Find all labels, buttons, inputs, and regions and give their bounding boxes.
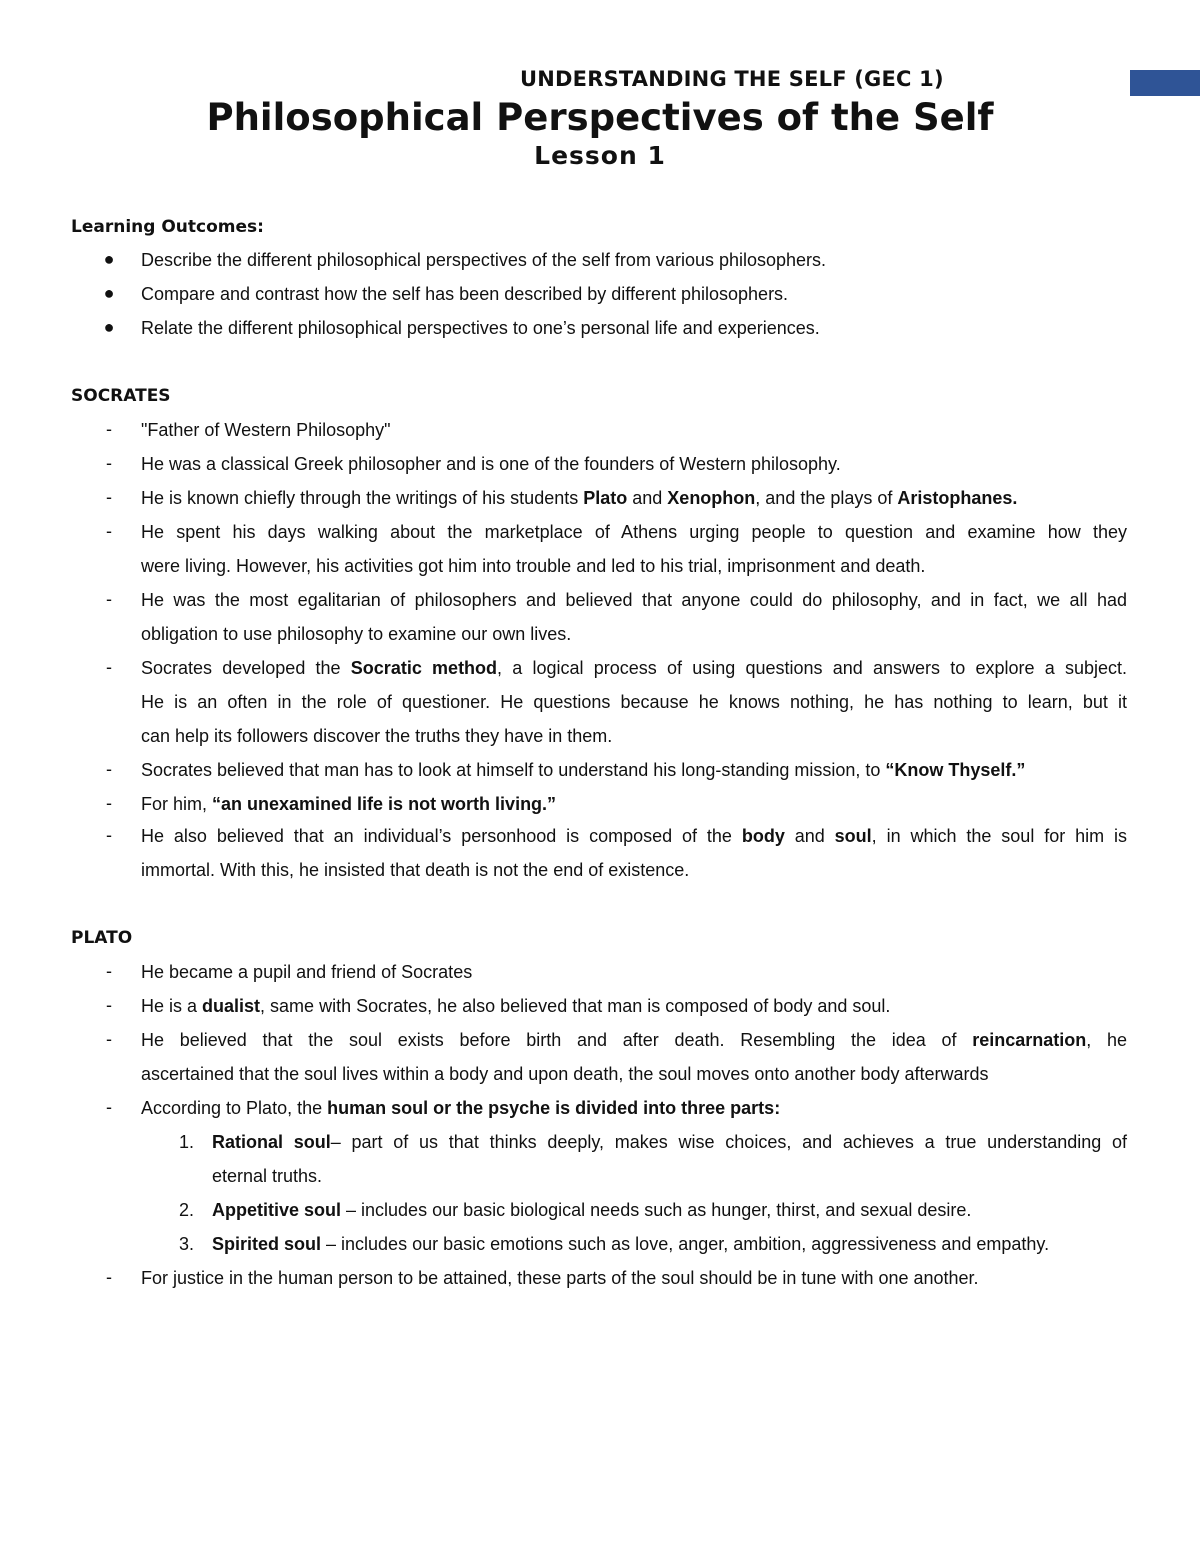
- list-number: 3.: [178, 1234, 194, 1254]
- plato-point: He is a dualist, same with Socrates, he also believed that man is composed of body and soul.: [141, 996, 891, 1016]
- socrates-point: He was the most egalitarian of philosophers and believed that anyone could do philosophy, and in fact, we all had: [141, 590, 1127, 610]
- course-title: UNDERSTANDING THE SELF (GEC 1): [520, 67, 944, 91]
- bullet-dash-icon: -: [106, 759, 112, 779]
- soul-part: Rational soul– part of us that thinks deeply, makes wise choices, and achieves a true understanding of: [212, 1132, 1128, 1152]
- list-number: 2.: [178, 1200, 194, 1220]
- outcomes-heading: Learning Outcomes:: [71, 217, 264, 237]
- page-title: Philosophical Perspectives of the Self: [206, 96, 994, 139]
- socrates-point: Socrates believed that man has to look at himself to understand his long-standing mission, to “Know Thyself.”: [141, 760, 1026, 780]
- socrates-point-cont: were living. However, his activities got him into trouble and led to his trial, imprisonment and death.: [141, 556, 926, 576]
- outcome-item: Relate the different philosophical perspectives to one’s personal life and experiences.: [141, 318, 820, 338]
- soul-part-cont: eternal truths.: [212, 1166, 323, 1186]
- bullet-dash-icon: -: [106, 453, 112, 473]
- bullet-dash-icon: -: [106, 1267, 112, 1287]
- soul-part: Spirited soul – includes our basic emotions such as love, anger, ambition, aggressiveness and empathy.: [212, 1234, 1050, 1254]
- socrates-point-cont: obligation to use philosophy to examine our own lives.: [141, 624, 572, 644]
- bullet-dash-icon: -: [106, 589, 112, 609]
- bullet-dash-icon: -: [106, 419, 112, 439]
- socrates-point-cont: He is an often in the role of questioner. He questions because he knows nothing, he has nothing to learn, but it: [141, 692, 1127, 712]
- socrates-heading: SOCRATES: [71, 386, 171, 406]
- plato-point: According to Plato, the human soul or the psyche is divided into three parts:: [141, 1098, 781, 1118]
- outcome-item: Compare and contrast how the self has been described by different philosophers.: [141, 284, 789, 304]
- list-number: 1.: [178, 1132, 194, 1152]
- bullet-dash-icon: -: [106, 825, 112, 845]
- outcome-item: Describe the different philosophical perspectives of the self from various philosophers.: [141, 250, 827, 270]
- bullet-dot-icon: ●: [103, 317, 115, 337]
- bullet-dash-icon: -: [106, 1029, 112, 1049]
- bullet-dash-icon: -: [106, 995, 112, 1015]
- socrates-point: Socrates developed the Socratic method, a logical process of using questions and answers to explore a subject.: [141, 658, 1127, 678]
- bullet-dot-icon: ●: [103, 283, 115, 303]
- plato-point: He became a pupil and friend of Socrates: [141, 962, 473, 982]
- socrates-point: He also believed that an individual’s personhood is composed of the body and soul, in which the soul for him is: [141, 826, 1127, 846]
- socrates-point: He is known chiefly through the writings of his students Plato and Xenophon, and the plays of Aristophanes.: [141, 488, 1018, 508]
- socrates-point: "Father of Western Philosophy": [141, 420, 391, 440]
- bullet-dash-icon: -: [106, 657, 112, 677]
- bullet-dash-icon: -: [106, 1097, 112, 1117]
- socrates-point-cont: immortal. With this, he insisted that death is not the end of existence.: [141, 860, 690, 880]
- bullet-dash-icon: -: [106, 487, 112, 507]
- plato-point: For justice in the human person to be attained, these parts of the soul should be in tune with one another.: [141, 1268, 979, 1288]
- socrates-point: For him, “an unexamined life is not worth living.”: [141, 794, 557, 814]
- lesson-label: Lesson 1: [534, 141, 666, 170]
- bullet-dot-icon: ●: [103, 249, 115, 269]
- socrates-point-cont: can help its followers discover the truths they have in them.: [141, 726, 613, 746]
- plato-point-cont: ascertained that the soul lives within a body and upon death, the soul moves onto another body afterwards: [141, 1064, 989, 1084]
- plato-heading: PLATO: [71, 928, 133, 948]
- socrates-point: He was a classical Greek philosopher and is one of the founders of Western philosophy.: [141, 454, 841, 474]
- bullet-dash-icon: -: [106, 793, 112, 813]
- bullet-dash-icon: -: [106, 961, 112, 981]
- header-accent-bar: [1130, 70, 1200, 96]
- socrates-point: He spent his days walking about the marketplace of Athens urging people to question and examine how they: [141, 522, 1127, 542]
- soul-part: Appetitive soul – includes our basic biological needs such as hunger, thirst, and sexual desire.: [212, 1200, 972, 1220]
- plato-point: He believed that the soul exists before birth and after death. Resembling the idea of reincarnation, he: [141, 1030, 1127, 1050]
- bullet-dash-icon: -: [106, 521, 112, 541]
